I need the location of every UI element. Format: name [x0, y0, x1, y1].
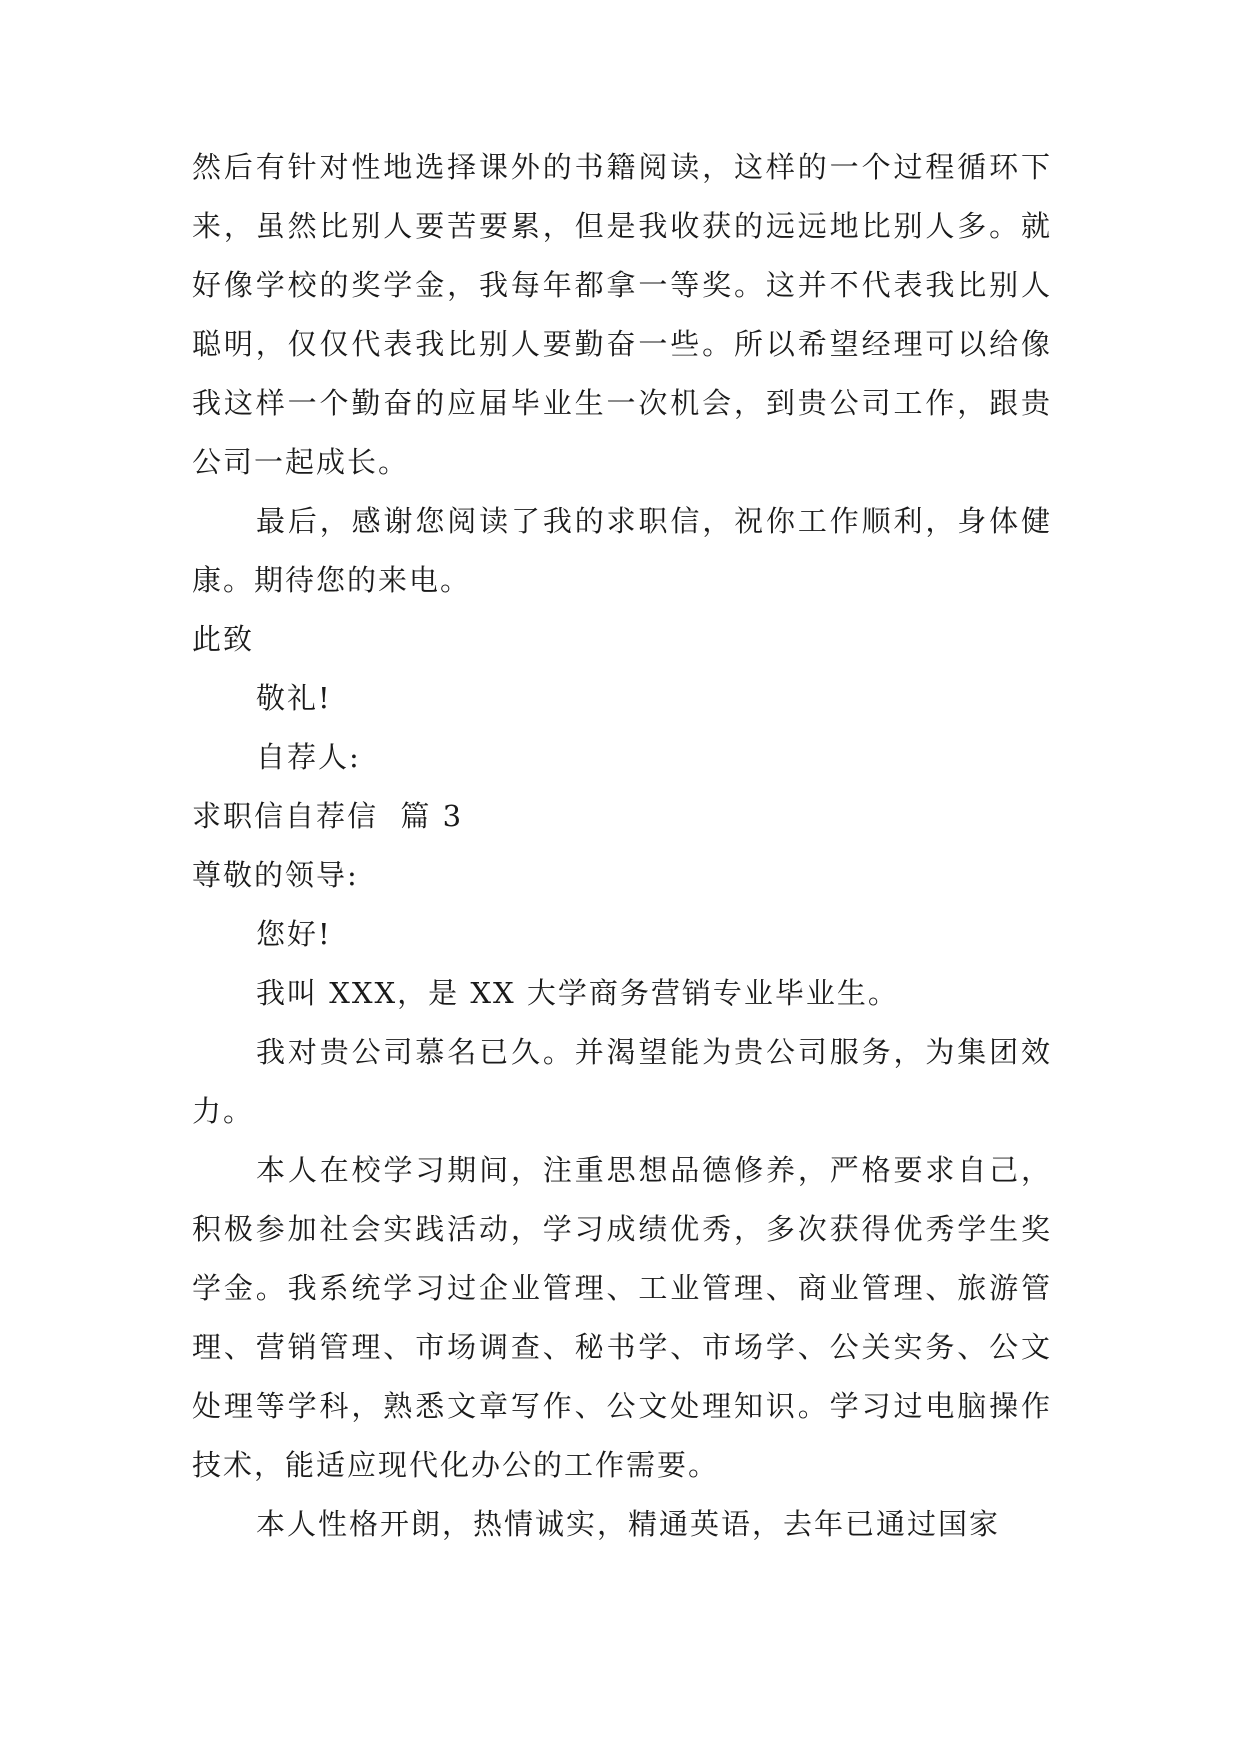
paragraph-introduction: 我叫 XXX，是 XX 大学商务营销专业毕业生。	[256, 976, 899, 1010]
paragraph-continuation: 然后有针对性地选择课外的书籍阅读，这样的一个过程循环下来，虽然比别人要苦要累，但是我收获的远远地比别人多。就好像学校的奖学金，我每年都拿一等奖。这并不代表我比别人聪明，仅仅代表我比别人要勤奋一些。所以希望经理可以给像我这样一个勤奋的应届毕业生一次机会，到贵公司工作，跟贵公司一起成长。	[192, 150, 1052, 479]
section-title: 求职信自荐信 篇 3	[192, 799, 464, 833]
paragraph-closing-thanks: 最后，感谢您阅读了我的求职信，祝你工作顺利，身体健康。期待您的来电。	[192, 504, 1052, 597]
closing-ci-zhi: 此致	[192, 622, 255, 656]
closing-jing-li: 敬礼!	[256, 681, 332, 715]
salutation: 尊敬的领导:	[192, 858, 359, 892]
paragraph-personality: 本人性格开朗，热情诚实，精通英语，去年已通过国家	[256, 1507, 1001, 1541]
document-page	[192, 138, 1052, 1554]
paragraph-admiration: 我对贵公司慕名已久。并渴望能为贵公司服务，为集团效力。	[192, 1035, 1052, 1128]
signature-label: 自荐人:	[256, 740, 361, 774]
greeting: 您好!	[256, 917, 332, 951]
paragraph-education: 本人在校学习期间，注重思想品德修养，严格要求自己，积极参加社会实践活动，学习成绩优秀，多次获得优秀学生奖学金。我系统学习过企业管理、工业管理、商业管理、旅游管理、营销管理、市场调查、秘书学、市场学、公关实务、公文处理等学科，熟悉文章写作、公文处理知识。学习过电脑操作技术，能适应现代化办公的工作需要。	[192, 1153, 1052, 1482]
